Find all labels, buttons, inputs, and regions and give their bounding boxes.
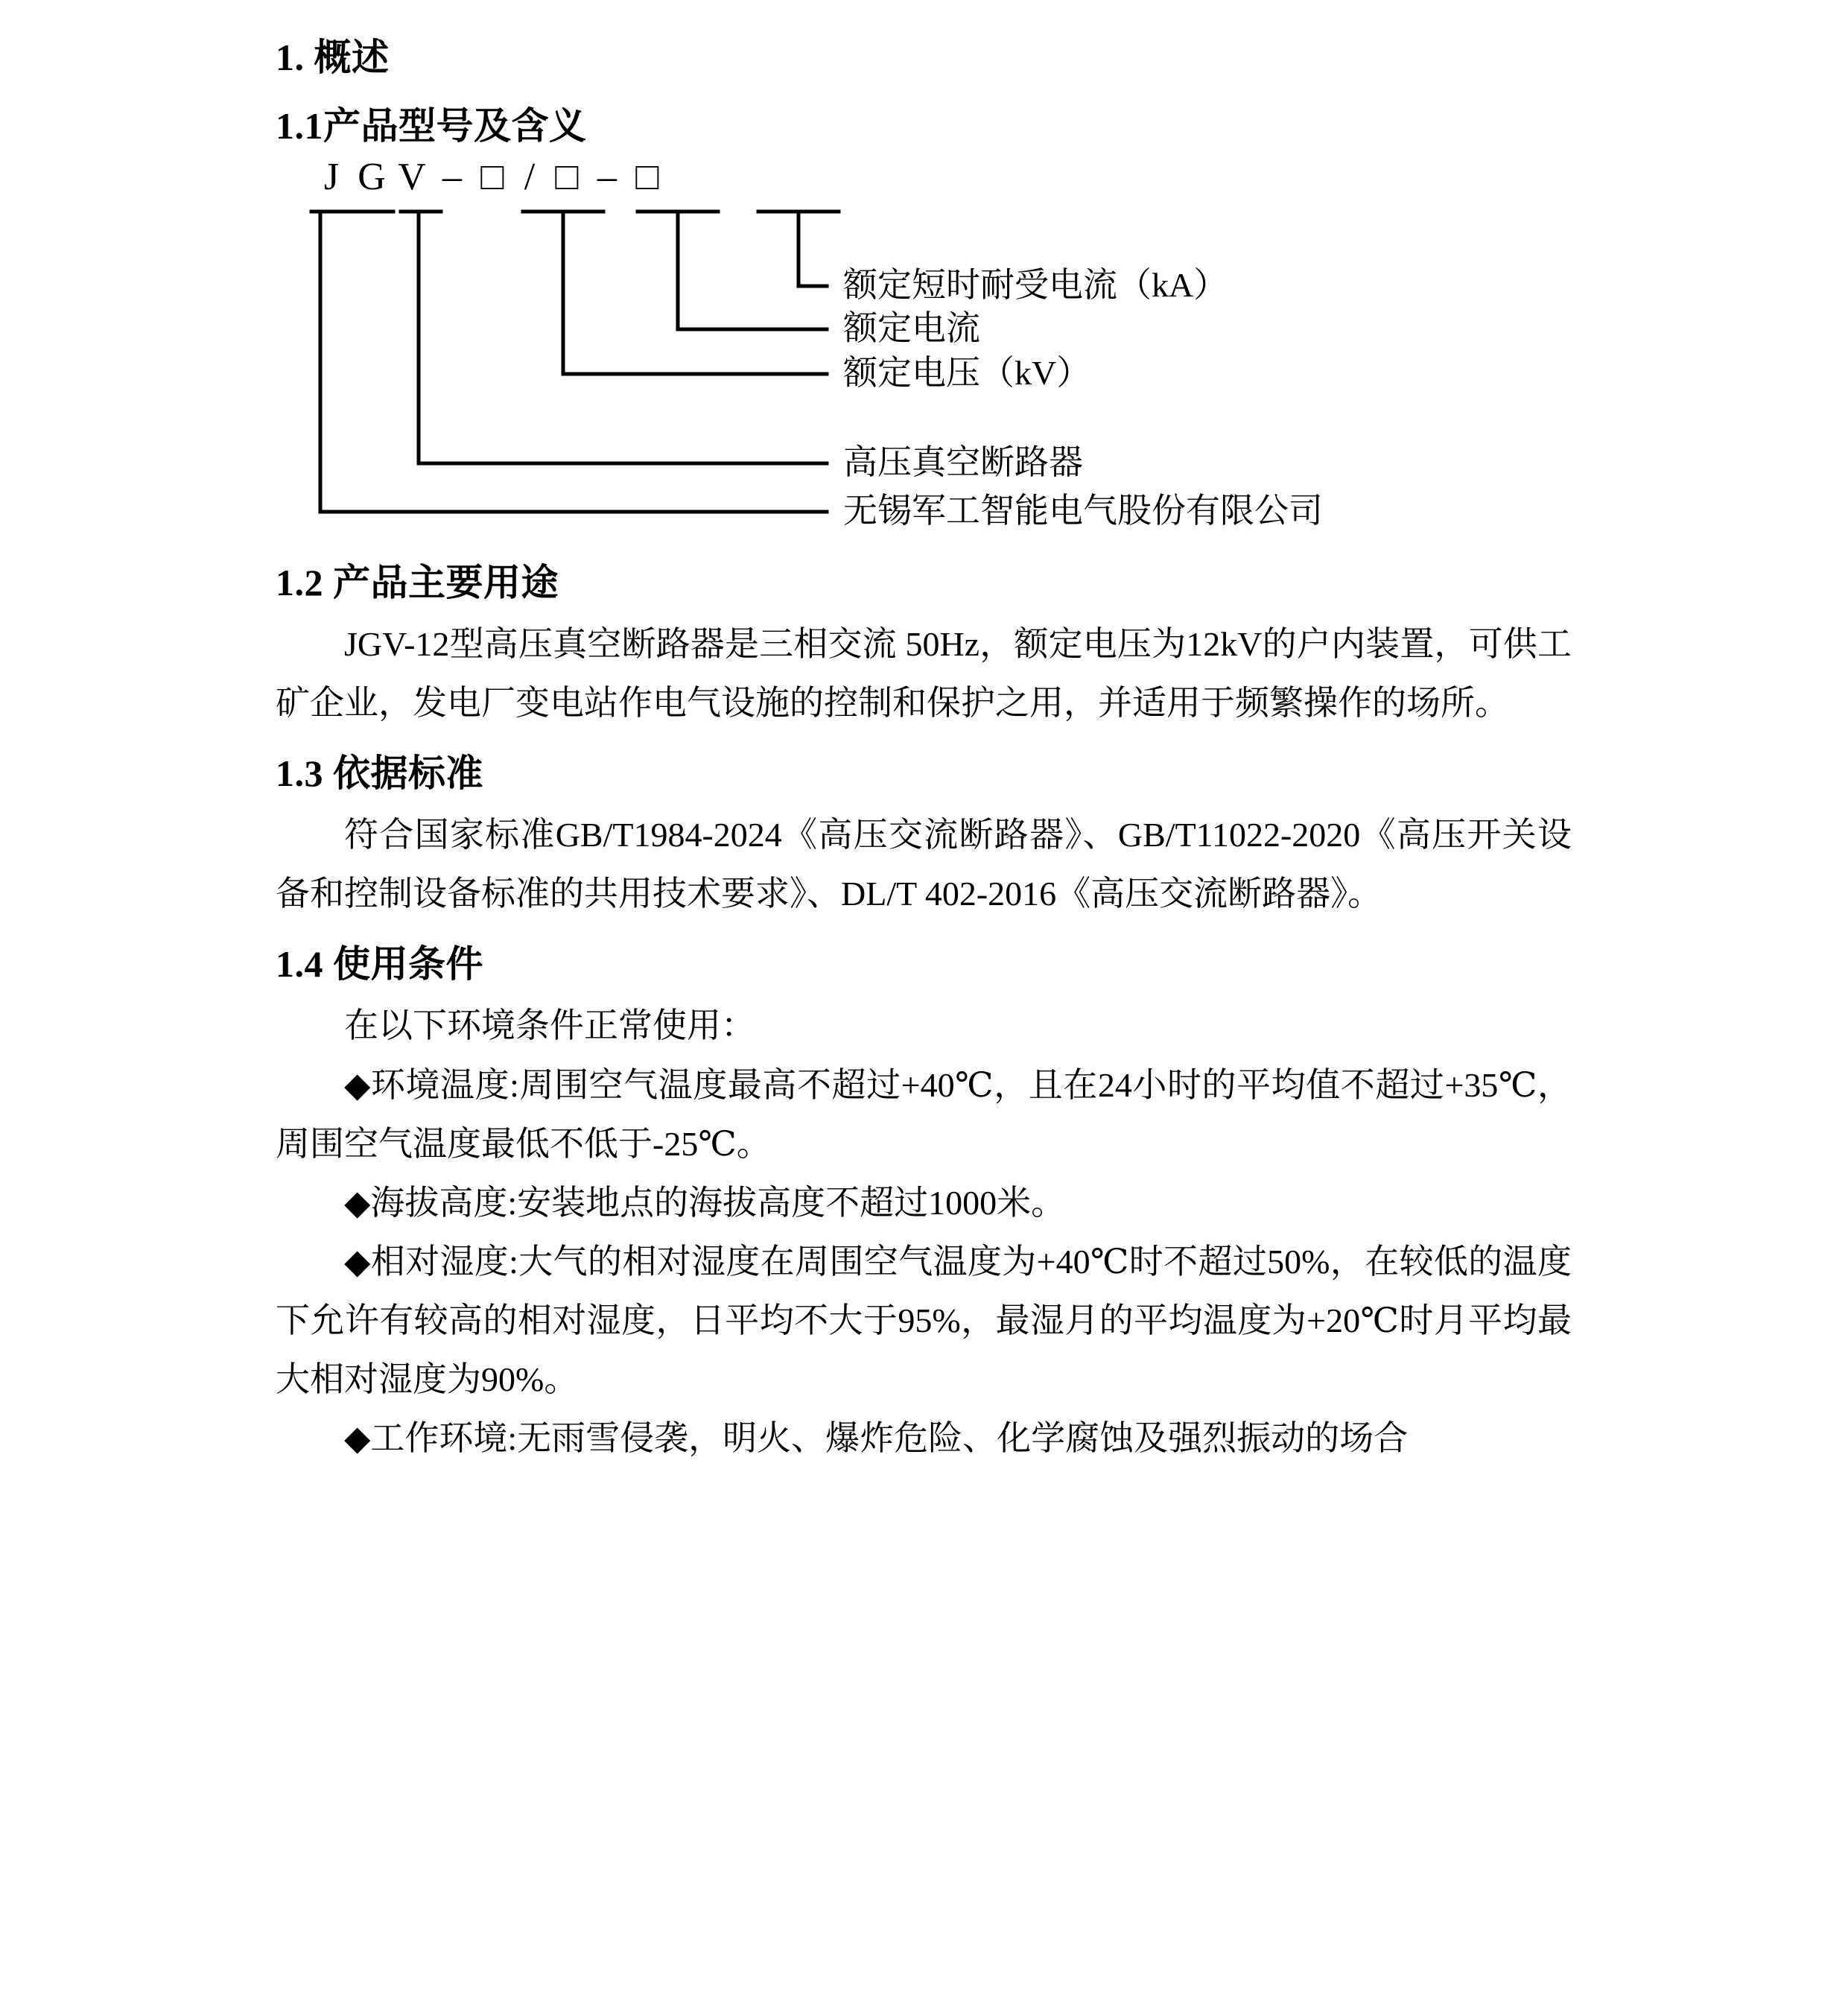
main-use-paragraph: JGV-12型高压真空断路器是三相交流 50Hz，额定电压为12kV的户内装置，可供工矿企业，发电厂变电站作电气设施的控制和保护之用，并适用于频繁操作的场所。 (276, 625, 1572, 723)
diagram-label-rated-voltage: 额定电压（kV） (843, 354, 1091, 392)
model-slash: / (524, 156, 536, 198)
model-box-short-time-current: □ (635, 156, 659, 198)
standards-paragraph: 符合国家标准GB/T1984-2024《高压交流断路器》、GB/T11022-2020《高压开关设备和控制设备标准的共用技术要求》、DL/T 402-2016《高压交流断路器》。 (276, 816, 1572, 913)
model-char-J: J (323, 156, 340, 198)
model-box-voltage: □ (480, 156, 504, 198)
condition-item-working-environment: ◆工作环境:无雨雪侵袭，明火、爆炸危险、化学腐蚀及强烈振动的场合 (344, 1419, 1409, 1458)
section-heading-standards: 1.3 依据标准 (276, 752, 483, 795)
condition-item-ambient-temperature: ◆环境温度:周围空气温度最高不超过+40℃，且在24小时的平均值不超过+35℃，周围空气温度最低不低于-25℃。 (276, 1065, 1572, 1163)
section-heading-main-use: 1.2 产品主要用途 (276, 562, 559, 603)
page-content (276, 39, 1572, 1468)
condition-item-relative-humidity: ◆相对湿度:大气的相对湿度在周围空气温度为+40℃时不超过50%，在较低的温度下允许有较高的相对湿度，日平均不大于95%，最湿月的平均温度为+20℃时月平均最大相对湿度为90%。 (276, 1242, 1572, 1399)
model-dash-1: – (442, 156, 462, 198)
diagram-label-rated-current: 额定电流 (843, 309, 980, 347)
section-heading-conditions: 1.4 使用条件 (276, 943, 483, 986)
model-char-V: V (398, 156, 426, 198)
section-heading-model-meaning: 1.1产品型号及含义 (276, 105, 587, 147)
model-designation-diagram (276, 158, 1572, 556)
diagram-label-device-type: 高压真空断路器 (843, 443, 1083, 481)
diagram-label-manufacturer: 无锡军工智能电气股份有限公司 (843, 492, 1323, 530)
model-dash-2: – (597, 156, 617, 198)
section-heading-overview: 1. 概述 (276, 37, 390, 78)
model-box-current: □ (555, 156, 579, 198)
model-char-G: G (358, 156, 386, 198)
condition-item-altitude: ◆海拔高度:安装地点的海拔高度不超过1000米。 (344, 1183, 1066, 1222)
diagram-label-rated-short-time-current: 额定短时耐受电流（kA） (843, 266, 1228, 304)
conditions-intro: 在以下环境条件正常使用： (344, 1006, 755, 1045)
